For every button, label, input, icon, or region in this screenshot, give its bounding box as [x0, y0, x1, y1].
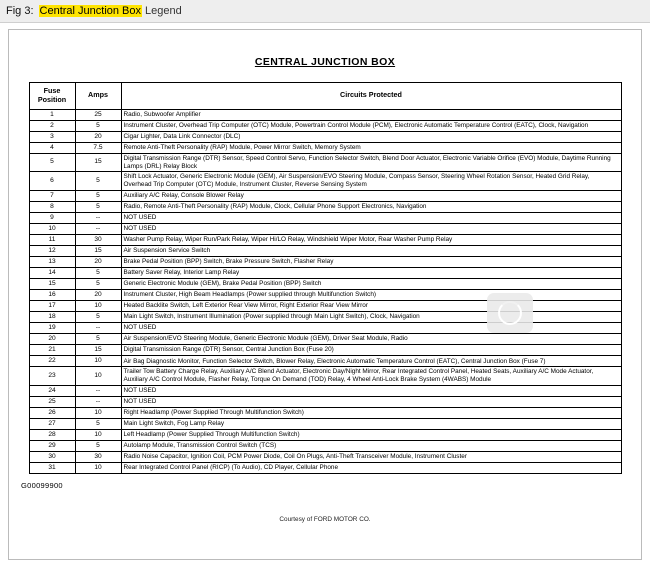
cell-amps: 15	[75, 345, 121, 356]
document-area	[0, 23, 650, 564]
column-header-fuse-position-line1: Fuse	[43, 86, 61, 95]
cell-amps: 5	[75, 190, 121, 201]
cell-circuits-protected: Auxiliary A/C Relay, Console Blower Relay	[121, 190, 621, 201]
table-header-row	[29, 83, 621, 110]
loading-spinner-icon	[498, 301, 522, 325]
cell-fuse-position: 22	[29, 356, 75, 367]
table-row	[29, 430, 621, 441]
cell-fuse-position: 16	[29, 290, 75, 301]
cell-amps: 5	[75, 441, 121, 452]
cell-fuse-position: 7	[29, 190, 75, 201]
cell-circuits-protected: Digital Transmission Range (DTR) Sensor, Central Junction Box (Fuse 20)	[121, 345, 621, 356]
cell-amps: 10	[75, 367, 121, 386]
cell-fuse-position: 19	[29, 323, 75, 334]
cell-fuse-position: 26	[29, 408, 75, 419]
cell-fuse-position: 27	[29, 419, 75, 430]
cell-amps: 10	[75, 463, 121, 474]
table-row	[29, 109, 621, 120]
cell-amps: 5	[75, 172, 121, 191]
figure-label: Fig 3:	[6, 5, 34, 17]
courtesy-note: Courtesy of FORD MOTOR CO.	[279, 516, 371, 524]
cell-fuse-position: 21	[29, 345, 75, 356]
table-row	[29, 345, 621, 356]
cell-fuse-position: 2	[29, 120, 75, 131]
fuse-table	[29, 82, 622, 474]
cell-fuse-position: 1	[29, 109, 75, 120]
cell-circuits-protected: Air Suspension/EVO Steering Module, Generic Electronic Module (GEM), Driver Seat Module, Radio	[121, 334, 621, 345]
table-row	[29, 367, 621, 386]
cell-amps: 5	[75, 120, 121, 131]
cell-circuits-protected: Digital Transmission Range (DTR) Sensor, Speed Control Servo, Function Selector Switch, Blend Door Actuator, Electronic Variable Orifice (EVO) Module, Daytime Running Lamps (DRL) Relay Block	[121, 153, 621, 172]
cell-fuse-position: 13	[29, 257, 75, 268]
table-body	[29, 109, 621, 474]
cell-amps: --	[75, 213, 121, 224]
table-row	[29, 268, 621, 279]
table-row	[29, 257, 621, 268]
table-row	[29, 463, 621, 474]
cell-fuse-position: 24	[29, 386, 75, 397]
cell-fuse-position: 28	[29, 430, 75, 441]
table-row	[29, 452, 621, 463]
table-row	[29, 213, 621, 224]
cell-fuse-position: 3	[29, 131, 75, 142]
cell-amps: --	[75, 397, 121, 408]
cell-amps: --	[75, 323, 121, 334]
figure-caption-bar	[0, 0, 650, 23]
column-header-circuits: Circuits Protected	[121, 83, 621, 110]
cell-amps: 5	[75, 201, 121, 212]
column-header-fuse-position-line2: Position	[37, 94, 67, 104]
table-row	[29, 441, 621, 452]
cell-fuse-position: 30	[29, 452, 75, 463]
cell-circuits-protected: Brake Pedal Position (BPP) Switch, Brake Pressure Switch, Flasher Relay	[121, 257, 621, 268]
cell-circuits-protected: NOT USED	[121, 397, 621, 408]
loading-overlay	[487, 293, 533, 333]
cell-fuse-position: 25	[29, 397, 75, 408]
cell-fuse-position: 6	[29, 172, 75, 191]
cell-fuse-position: 17	[29, 301, 75, 312]
cell-amps: 5	[75, 268, 121, 279]
table-row	[29, 279, 621, 290]
cell-amps: 15	[75, 246, 121, 257]
table-row	[29, 131, 621, 142]
cell-circuits-protected: Washer Pump Relay, Wiper Run/Park Relay, Wiper Hi/LO Relay, Windshield Wiper Motor, Rear Washer Pump Relay	[121, 235, 621, 246]
cell-circuits-protected: Shift Lock Actuator, Generic Electronic Module (GEM), Air Suspension/EVO Steering Module, Compass Sensor, Steering Wheel Rotation Sensor, Heated Grid Relay, Overhead Trip Computer (OTC) Module, Instrument Cluster, Reverse Sensing System	[121, 172, 621, 191]
cell-fuse-position: 31	[29, 463, 75, 474]
table-row	[29, 356, 621, 367]
cell-circuits-protected: Radio, Remote Anti-Theft Personality (RAP) Module, Clock, Cellular Phone Support Electronics, Navigation	[121, 201, 621, 212]
cell-circuits-protected: NOT USED	[121, 323, 621, 334]
column-header-fuse-position	[29, 83, 75, 110]
cell-circuits-protected: Air Bag Diagnostic Monitor, Function Selector Switch, Blower Relay, Electronic Automatic Temperature Control (EATC), Central Junction Box (Fuse 7)	[121, 356, 621, 367]
cell-amps: 5	[75, 419, 121, 430]
cell-amps: --	[75, 386, 121, 397]
cell-circuits-protected: NOT USED	[121, 386, 621, 397]
table-row	[29, 408, 621, 419]
cell-fuse-position: 18	[29, 312, 75, 323]
cell-amps: 10	[75, 430, 121, 441]
table-row	[29, 246, 621, 257]
table-row	[29, 235, 621, 246]
cell-circuits-protected: Main Light Switch, Instrument Illumination (Power supplied through Main Light Switch), Clock, Navigation	[121, 312, 621, 323]
document-code: G00099900	[21, 481, 63, 491]
cell-fuse-position: 12	[29, 246, 75, 257]
table-row	[29, 224, 621, 235]
cell-amps: 10	[75, 356, 121, 367]
cell-circuits-protected: Cigar Lighter, Data Link Connector (DLC)	[121, 131, 621, 142]
cell-circuits-protected: Trailer Tow Battery Charge Relay, Auxiliary A/C Blend Actuator, Electronic Day/Night Mirror, Rear Integrated Control Panel, Heated Seats, Auxiliary A/C Mode Actuator, Auxiliary A/C Control Module, Flasher Relay, Torque On Demand (TOD) Relay, 4 Wheel Anti-Lock Brake System (4WABS) Module	[121, 367, 621, 386]
cell-amps: --	[75, 224, 121, 235]
cell-fuse-position: 20	[29, 334, 75, 345]
cell-circuits-protected: Left Headlamp (Power Supplied Through Multifunction Switch)	[121, 430, 621, 441]
table-row	[29, 153, 621, 172]
cell-amps: 10	[75, 408, 121, 419]
cell-fuse-position: 15	[29, 279, 75, 290]
cell-circuits-protected: Radio Noise Capacitor, Ignition Coil, PCM Power Diode, Coil On Plugs, Anti-Theft Transceiver Module, Instrument Cluster	[121, 452, 621, 463]
cell-amps: 20	[75, 131, 121, 142]
cell-circuits-protected: Rear Integrated Control Panel (RICP) (To Audio), CD Player, Cellular Phone	[121, 463, 621, 474]
table-row	[29, 172, 621, 191]
cell-fuse-position: 9	[29, 213, 75, 224]
cell-amps: 30	[75, 235, 121, 246]
cell-amps: 20	[75, 257, 121, 268]
document-title: CENTRAL JUNCTION BOX	[254, 56, 396, 68]
table-row	[29, 419, 621, 430]
cell-circuits-protected: Battery Saver Relay, Interior Lamp Relay	[121, 268, 621, 279]
cell-circuits-protected: Main Light Switch, Fog Lamp Relay	[121, 419, 621, 430]
cell-amps: 5	[75, 334, 121, 345]
cell-circuits-protected: Instrument Cluster, Overhead Trip Computer (OTC) Module, Powertrain Control Module (PCM), Electronic Automatic Temperature Control (EATC), Clock, Navigation	[121, 120, 621, 131]
cell-fuse-position: 10	[29, 224, 75, 235]
table-row	[29, 397, 621, 408]
table-row	[29, 201, 621, 212]
cell-circuits-protected: Instrument Cluster, High Beam Headlamps (Power supplied through Multifunction Switch)	[121, 290, 621, 301]
figure-title-highlight: Central Junction Box	[39, 5, 142, 17]
document-sheet	[8, 29, 642, 560]
cell-circuits-protected: Right Headlamp (Power Supplied Through Multifunction Switch)	[121, 408, 621, 419]
cell-fuse-position: 8	[29, 201, 75, 212]
cell-amps: 7.5	[75, 142, 121, 153]
cell-circuits-protected: NOT USED	[121, 224, 621, 235]
table-row	[29, 190, 621, 201]
cell-circuits-protected: Heated Backlite Switch, Left Exterior Rear View Mirror, Right Exterior Rear View Mirror	[121, 301, 621, 312]
figure-title-tail: Legend	[145, 5, 182, 17]
table-row	[29, 334, 621, 345]
cell-circuits-protected: Air Suspension Service Switch	[121, 246, 621, 257]
table-row	[29, 120, 621, 131]
column-header-amps: Amps	[75, 83, 121, 110]
cell-circuits-protected: Radio, Subwoofer Amplifier	[121, 109, 621, 120]
cell-amps: 30	[75, 452, 121, 463]
cell-fuse-position: 23	[29, 367, 75, 386]
cell-amps: 5	[75, 279, 121, 290]
cell-amps: 5	[75, 312, 121, 323]
cell-amps: 25	[75, 109, 121, 120]
cell-circuits-protected: Autolamp Module, Transmission Control Switch (TCS)	[121, 441, 621, 452]
cell-circuits-protected: NOT USED	[121, 213, 621, 224]
cell-circuits-protected: Generic Electronic Module (GEM), Brake Pedal Position (BPP) Switch	[121, 279, 621, 290]
cell-amps: 15	[75, 153, 121, 172]
cell-amps: 20	[75, 290, 121, 301]
cell-fuse-position: 4	[29, 142, 75, 153]
cell-fuse-position: 29	[29, 441, 75, 452]
cell-circuits-protected: Remote Anti-Theft Personality (RAP) Module, Power Mirror Switch, Memory System	[121, 142, 621, 153]
table-row	[29, 142, 621, 153]
cell-fuse-position: 14	[29, 268, 75, 279]
cell-fuse-position: 11	[29, 235, 75, 246]
table-row	[29, 386, 621, 397]
cell-amps: 10	[75, 301, 121, 312]
cell-fuse-position: 5	[29, 153, 75, 172]
